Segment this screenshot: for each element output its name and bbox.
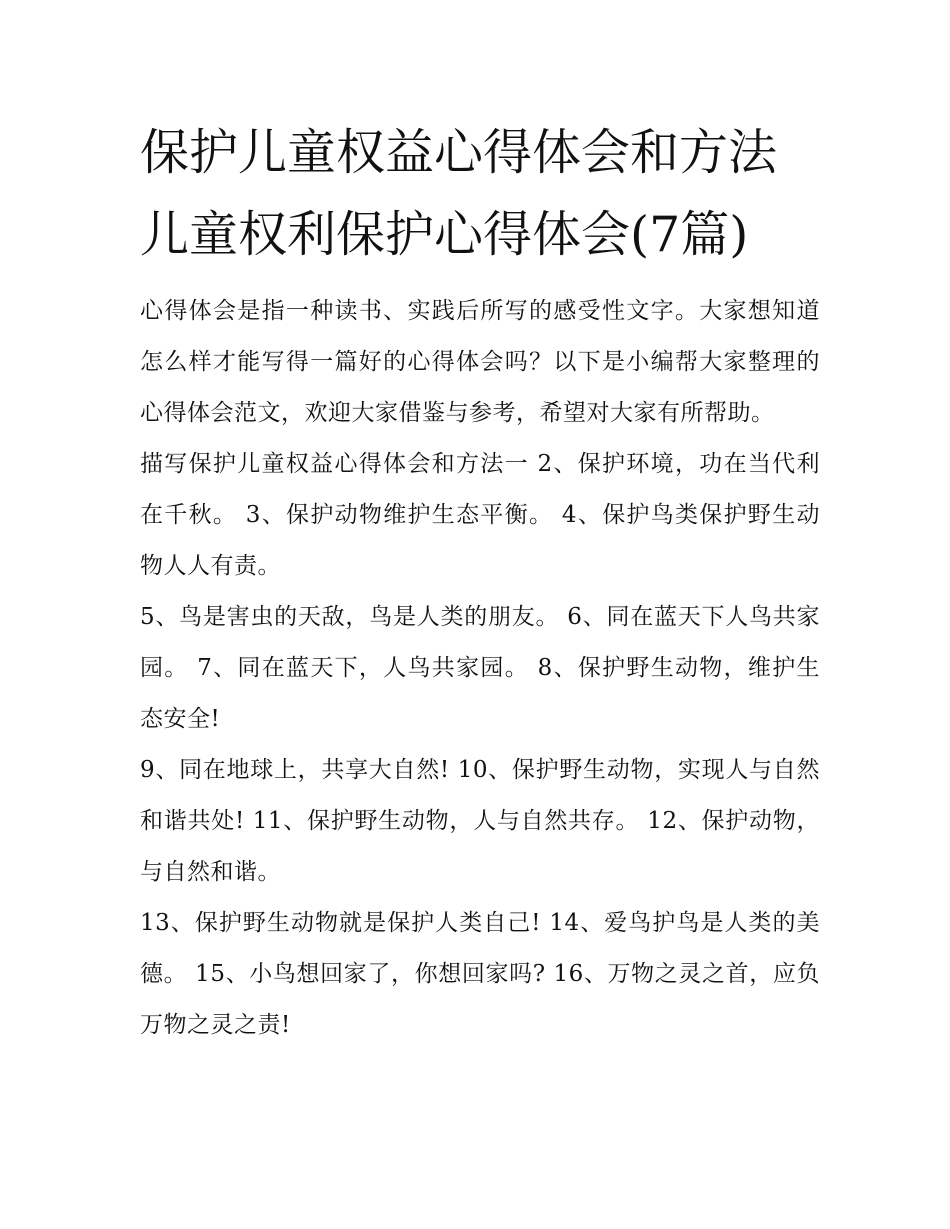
intro-paragraph: 心得体会是指一种读书、实践后所写的感受性文字。大家想知道怎么样才能写得一篇好的心得体会吗？以下是小编帮大家整理的心得体会范文，欢迎大家借鉴与参考，希望对大家有所帮助。 bbox=[140, 298, 820, 426]
document-title bbox=[140, 112, 820, 276]
document-page bbox=[140, 112, 820, 1051]
body-paragraph: 13、保护野生动物就是保护人类自己! 14、爱鸟护鸟是人类的美德。 15、小鸟想回家了，你想回家吗? 16、万物之灵之首，应负万物之灵之责! bbox=[140, 910, 820, 1038]
title-line-2: 儿童权利保护心得体会(7篇) bbox=[140, 206, 749, 263]
body-paragraph: 9、同在地球上，共享大自然! 10、保护野生动物，实现人与自然和谐共处! 11、保护野生动物，人与自然共存。 12、保护动物，与自然和谐。 bbox=[140, 757, 820, 885]
title-line-1: 保护儿童权益心得体会和方法 bbox=[140, 124, 778, 181]
body-paragraph: 描写保护儿童权益心得体会和方法一 2、保护环境，功在当代利在千秋。 3、保护动物维护生态平衡。 4、保护鸟类保护野生动物人人有责。 bbox=[140, 451, 820, 579]
document-body bbox=[140, 286, 820, 1051]
body-paragraph: 5、鸟是害虫的天敌，鸟是人类的朋友。 6、同在蓝天下人鸟共家园。 7、同在蓝天下，人鸟共家园。 8、保护野生动物，维护生态安全! bbox=[140, 604, 820, 732]
